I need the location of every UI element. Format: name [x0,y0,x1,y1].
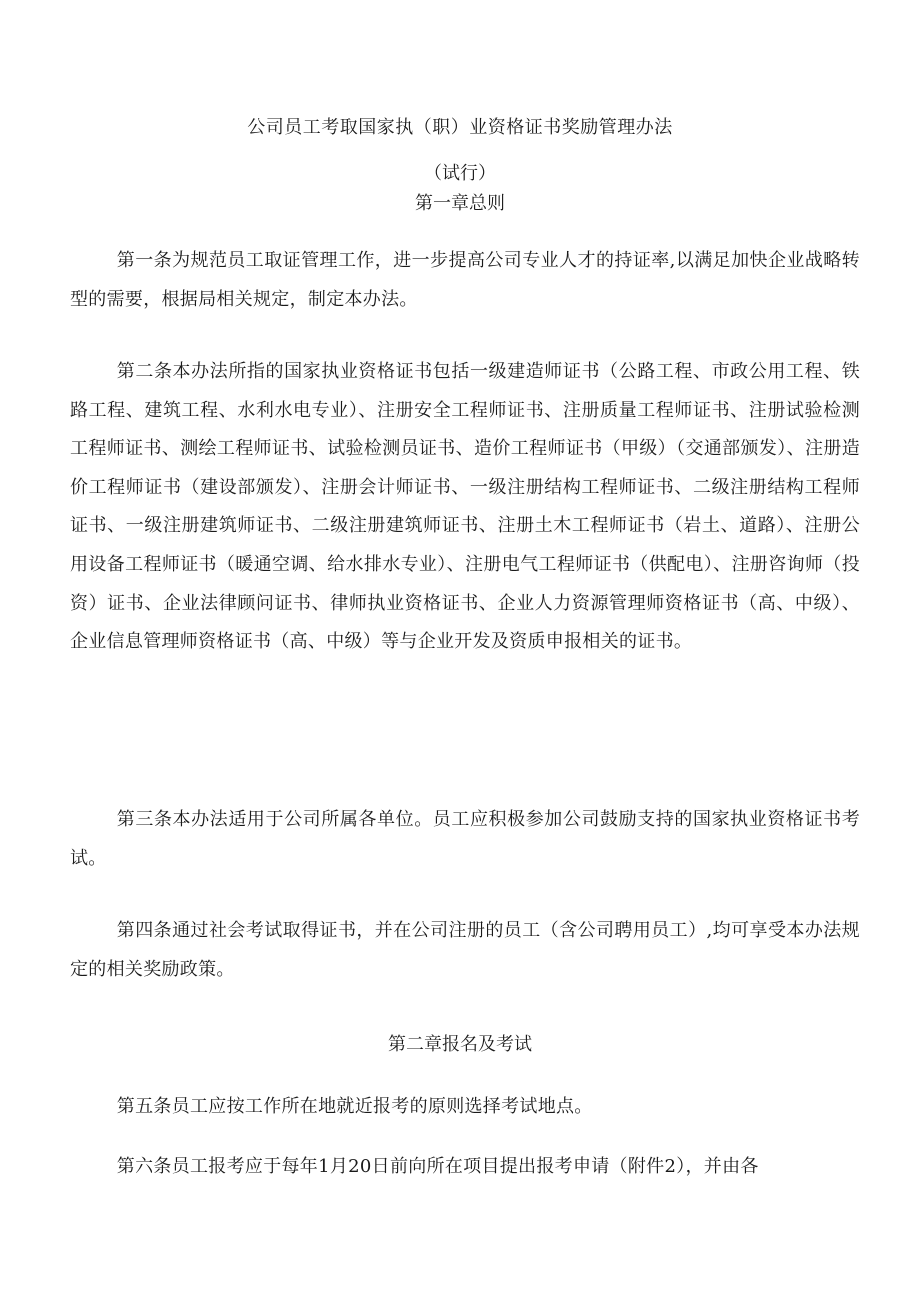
document-subtitle: （试行） [424,163,496,184]
chapter-heading: 第二章报名及考试 [388,1034,532,1055]
chapter-heading: 第一章总则 [415,193,505,214]
article-paragraph: 第一条为规范员工取证管理工作，进一步提高公司专业人才的持证率,以满足加快企业战略转型的需要，根据局相关规定，制定本办法。 [70,250,860,310]
article-paragraph: 第三条本办法适用于公司所属各单位。员工应积极参加公司鼓励支持的国家执业资格证书考试。 [70,809,860,869]
article-paragraph: 第二条本办法所指的国家执业资格证书包括一级建造师证书（公路工程、市政公用工程、铁路工程、建筑工程、水利水电专业）、注册安全工程师证书、注册质量工程师证书、注册试验检测工程师证书、测绘工程师证书、试验检测员证书、造价工程师证书（甲级）（交通部颁发）、注册造价工程师证书（建设部颁发）、注册会计师证书、一级注册结构工程师证书、二级注册结构工程师证书、一级注册建筑师证书、二级注册建筑师证书、注册土木工程师证书（岩土、道路）、注册公用设备工程师证书（暖通空调、给水排水专业）、注册电气工程师证书（供配电）、注册咨询师（投资）证书、企业法律顾问证书、律师执业资格证书、企业人力资源管理师资格证书（高、中级）、企业信息管理师资格证书（高、中级）等与企业开发及资质申报相关的证书。 [70,361,860,653]
article-paragraph: 第五条员工应按工作所在地就近报考的原则选择考试地点。 [116,1096,593,1117]
article-paragraph: 第四条通过社会考试取得证书，并在公司注册的员工（含公司聘用员工）,均可享受本办法规定的相关奖励政策。 [70,920,860,980]
document-title: 公司员工考取国家执（职）业资格证书奖励管理办法 [247,117,673,138]
article-paragraph: 第六条员工报考应于每年1月20日前向所在项目提出报考申请（附件2），并由各 [116,1156,759,1177]
